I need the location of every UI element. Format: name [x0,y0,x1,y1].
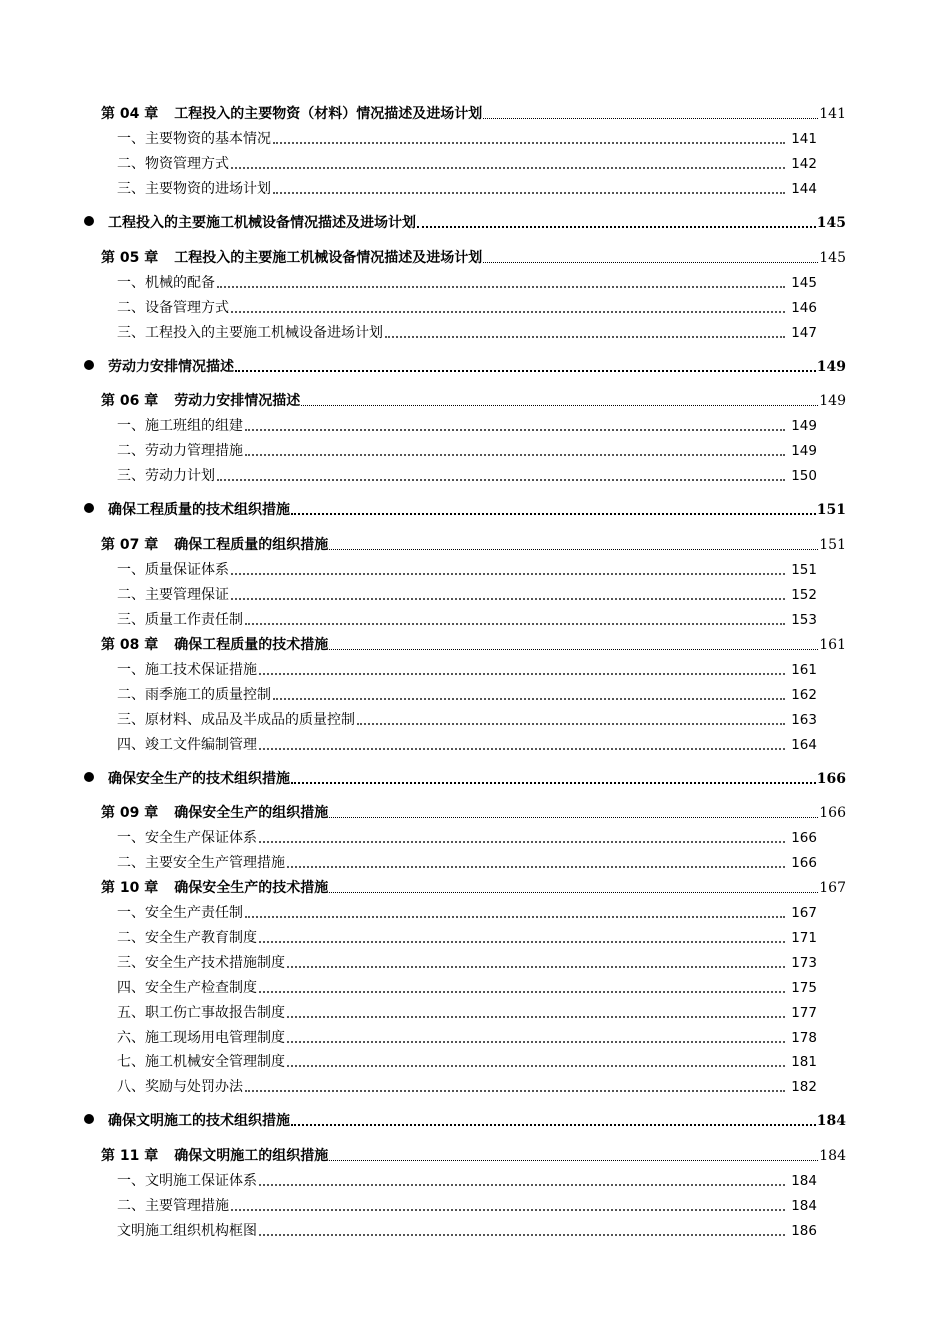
page-number: 166 [791,830,817,846]
dot-leader [245,906,785,918]
toc-item-title: 二、主要管理保证 [117,587,229,603]
page-number: 184 [819,1148,846,1164]
page-number: 166 [791,855,817,871]
chapter-number: 第 11 章 [101,1148,159,1164]
page-number: 173 [791,955,817,971]
page-number: 161 [819,637,846,653]
toc-section-title: 确保安全生产的技术组织措施 [108,771,290,787]
chapter-number: 第 09 章 [101,805,159,821]
dot-leader [231,301,785,313]
toc-section-title: 劳动力安排情况描述 [108,359,234,375]
dot-leader [329,639,818,650]
toc-item-row[interactable] [117,659,817,679]
page-number: 151 [791,562,817,578]
toc-chapter-row[interactable] [101,103,846,123]
page-number: 182 [791,1079,817,1095]
toc-item-row[interactable] [117,1002,817,1022]
toc-item-row[interactable] [117,684,817,704]
page-number: 149 [791,418,817,434]
toc-item-title: 七、施工机械安全管理制度 [117,1054,285,1070]
toc-item-title: 二、雨季施工的质量控制 [117,687,271,703]
page-number: 151 [819,537,846,553]
toc-section-row[interactable] [84,356,846,376]
chapter-number: 第 08 章 [101,637,159,653]
dot-leader [417,216,816,228]
dot-leader [259,738,785,750]
page-number: 184 [816,1113,846,1129]
toc-chapter-title: 确保安全生产的技术措施 [174,880,329,896]
toc-item-row[interactable] [117,952,817,972]
dot-leader [231,1199,785,1211]
page-number: 167 [791,905,817,921]
toc-item-row[interactable] [117,1076,817,1096]
chapter-number: 第 05 章 [101,250,159,266]
page-number: 166 [816,771,846,787]
toc-item-row[interactable] [117,465,817,485]
dot-leader [273,132,785,144]
dot-leader [385,326,785,338]
page-number: 186 [791,1223,817,1239]
toc-item-title: 一、主要物资的基本情况 [117,131,271,147]
page-number: 144 [791,181,817,197]
toc-item-title: 三、工程投入的主要施工机械设备进场计划 [117,325,383,341]
toc-item-row[interactable] [117,297,817,317]
dot-leader [329,539,818,550]
page-number: 163 [791,712,817,728]
dot-leader [231,157,785,169]
toc-chapter-row[interactable] [101,390,846,410]
toc-item-title: 八、奖励与处罚办法 [117,1079,243,1095]
toc-item-row[interactable] [117,609,817,629]
page-number: 177 [791,1005,817,1021]
dot-leader [291,503,816,515]
page-number: 147 [791,325,817,341]
toc-chapter-title: 确保文明施工的组织措施 [174,1148,329,1164]
toc-item-row[interactable] [117,977,817,997]
chapter-number: 第 04 章 [101,106,159,122]
toc-section-row[interactable] [84,212,846,232]
page-number: 152 [791,587,817,603]
toc-chapter-row[interactable] [101,802,846,822]
toc-chapter-title: 工程投入的主要物资（材料）情况描述及进场计划 [174,106,483,122]
toc-chapter-title: 确保工程质量的技术措施 [174,637,329,653]
dot-leader [357,713,785,725]
page-number: 141 [791,131,817,147]
toc-item-title: 三、原材料、成品及半成品的质量控制 [117,712,355,728]
toc-item-row[interactable] [117,734,817,754]
toc-item-title: 四、竣工文件编制管理 [117,737,257,753]
toc-chapter-row[interactable] [101,877,846,897]
dot-leader [273,688,785,700]
bullet-icon [84,772,94,782]
bullet-icon [84,1114,94,1124]
toc-item-title: 二、劳动力管理措施 [117,443,243,459]
page-number: 161 [791,662,817,678]
toc-item-row[interactable] [117,927,817,947]
dot-leader [329,1150,818,1161]
dot-leader [217,276,785,288]
dot-leader [231,588,785,600]
toc-item-row[interactable] [117,440,817,460]
page-number: 184 [791,1173,817,1189]
page-number: 175 [791,980,817,996]
toc-chapter-title: 劳动力安排情况描述 [174,393,301,409]
toc-chapter-row[interactable] [101,634,846,654]
page-number: 149 [791,443,817,459]
dot-leader [483,252,818,263]
toc-item-row[interactable] [117,1220,817,1240]
toc-item-row[interactable] [117,178,817,198]
toc-item-title: 五、职工伤亡事故报告制度 [117,1005,285,1021]
toc-item-row[interactable] [117,153,817,173]
page-number: 150 [791,468,817,484]
bullet-icon [84,503,94,513]
toc-item-title: 三、劳动力计划 [117,468,215,484]
dot-leader [329,882,818,893]
page-number: 142 [791,156,817,172]
page-number: 162 [791,687,817,703]
toc-item-row[interactable] [117,584,817,604]
toc-item-title: 四、安全生产检查制度 [117,980,257,996]
toc-item-row[interactable] [117,1195,817,1215]
bullet-icon [84,216,94,226]
toc-item-row[interactable] [117,415,817,435]
toc-item-title: 二、主要安全生产管理措施 [117,855,285,871]
dot-leader [483,108,818,119]
toc-item-row[interactable] [117,902,817,922]
toc-chapter-row[interactable] [101,1145,846,1165]
dot-leader [259,663,785,675]
page-number: 151 [816,502,846,518]
toc-item-title: 一、机械的配备 [117,275,215,291]
page-number: 164 [791,737,817,753]
dot-leader [259,931,785,943]
toc-item-row[interactable] [117,272,817,292]
toc-item-title: 一、文明施工保证体系 [117,1173,257,1189]
toc-item-title: 二、物资管理方式 [117,156,229,172]
page-number: 141 [819,106,846,122]
dot-leader [287,956,785,968]
dot-leader [259,1224,785,1236]
toc-item-row[interactable] [117,559,817,579]
toc-chapter-row[interactable] [101,247,846,267]
page-number: 146 [791,300,817,316]
toc-item-title: 三、主要物资的进场计划 [117,181,271,197]
chapter-number: 第 10 章 [101,880,159,896]
toc-item-title: 二、设备管理方式 [117,300,229,316]
bullet-icon [84,360,94,370]
dot-leader [291,772,816,784]
page-number: 184 [791,1198,817,1214]
toc-item-title: 三、安全生产技术措施制度 [117,955,285,971]
dot-leader [245,419,785,431]
page-number: 145 [816,215,846,231]
dot-leader [259,1174,785,1186]
toc-item-title: 六、施工现场用电管理制度 [117,1030,285,1046]
dot-leader [231,563,785,575]
page-number: 145 [819,250,846,266]
toc-item-title: 一、安全生产保证体系 [117,830,257,846]
toc-item-title: 文明施工组织机构框图 [117,1223,257,1239]
chapter-number: 第 07 章 [101,537,159,553]
page-number: 181 [791,1054,817,1070]
dot-leader [273,182,785,194]
dot-leader [245,444,785,456]
page-number: 149 [819,393,846,409]
toc-section-title: 确保文明施工的技术组织措施 [108,1113,290,1129]
page-number: 145 [791,275,817,291]
toc-section-title: 工程投入的主要施工机械设备情况描述及进场计划 [108,215,416,231]
toc-item-row[interactable] [117,1027,817,1047]
dot-leader [235,360,816,372]
toc-item-row[interactable] [117,1170,817,1190]
toc-chapter-title: 工程投入的主要施工机械设备情况描述及进场计划 [174,250,483,266]
toc-item-title: 一、安全生产责任制 [117,905,243,921]
dot-leader [245,613,785,625]
dot-leader [259,981,785,993]
toc-item-title: 三、质量工作责任制 [117,612,243,628]
toc-item-title: 二、安全生产教育制度 [117,930,257,946]
toc-item-row[interactable] [117,827,817,847]
toc-chapter-title: 确保工程质量的组织措施 [174,537,329,553]
dot-leader [245,1080,785,1092]
dot-leader [287,1006,785,1018]
toc-item-row[interactable] [117,1051,817,1071]
dot-leader [217,469,785,481]
toc-item-title: 二、主要管理措施 [117,1198,229,1214]
toc-section-row[interactable] [84,768,846,788]
toc-item-title: 一、施工技术保证措施 [117,662,257,678]
dot-leader [287,1055,785,1067]
toc-item-title: 一、施工班组的组建 [117,418,243,434]
toc-item-row[interactable] [117,852,817,872]
dot-leader [259,831,785,843]
dot-leader [291,1114,816,1126]
toc-item-row[interactable] [117,128,817,148]
toc-section-row[interactable] [84,499,846,519]
page-number: 178 [791,1030,817,1046]
chapter-number: 第 06 章 [101,393,159,409]
page-number: 171 [791,930,817,946]
dot-leader [301,395,818,406]
toc-section-title: 确保工程质量的技术组织措施 [108,502,290,518]
toc-item-row[interactable] [117,709,817,729]
page-number: 166 [819,805,846,821]
toc-item-title: 一、质量保证体系 [117,562,229,578]
dot-leader [287,856,785,868]
dot-leader [287,1031,785,1043]
toc-chapter-title: 确保安全生产的组织措施 [174,805,329,821]
toc-item-row[interactable] [117,322,817,342]
page-number: 153 [791,612,817,628]
dot-leader [329,807,818,818]
toc-section-row[interactable] [84,1110,846,1130]
page-number: 167 [819,880,846,896]
toc-chapter-row[interactable] [101,534,846,554]
page-number: 149 [816,359,846,375]
